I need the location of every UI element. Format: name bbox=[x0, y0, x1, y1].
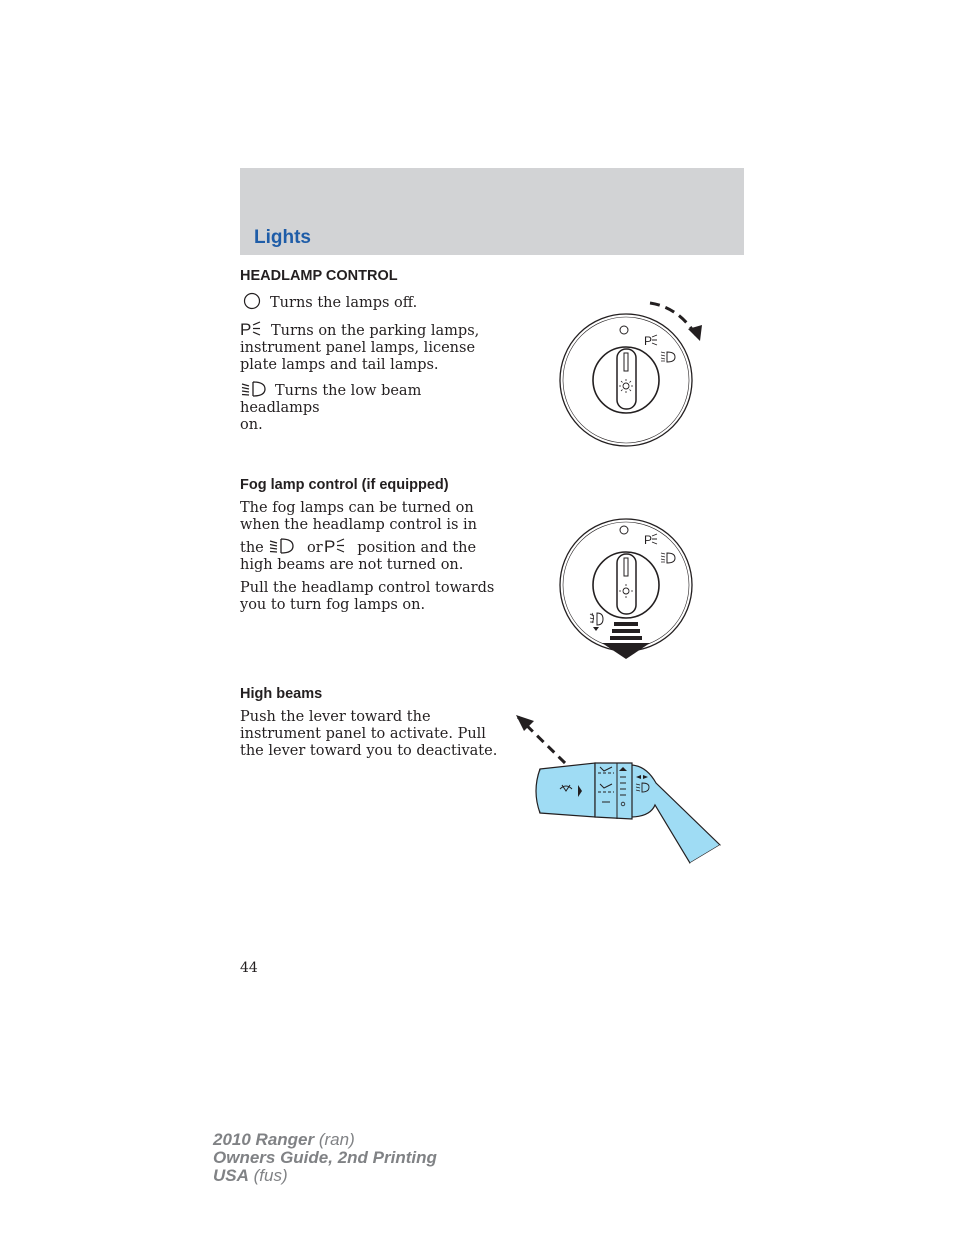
low-beam-headlamp-icon bbox=[268, 537, 296, 555]
parking-lamp-icon bbox=[240, 320, 264, 338]
low-beam-headlamp-icon bbox=[240, 380, 268, 398]
headlamp-body bbox=[240, 292, 500, 434]
footer-market: USA bbox=[213, 1166, 249, 1185]
high-beams-line2: instrument panel to activate. Pull bbox=[240, 726, 486, 742]
page-title: Lights bbox=[254, 227, 311, 248]
high-beams-line3: the lever toward you to deactivate. bbox=[240, 743, 498, 759]
fog-line3-c: position and the bbox=[357, 540, 477, 556]
svg-text:P: P bbox=[644, 533, 653, 547]
footer-model: 2010 Ranger bbox=[213, 1130, 315, 1149]
fog-body bbox=[240, 500, 500, 614]
parking-line2: instrument panel lamps, license bbox=[240, 340, 476, 356]
footer-market-code: (fus) bbox=[248, 1166, 288, 1185]
headlamp-dial-figure bbox=[550, 295, 710, 455]
footer bbox=[213, 1131, 437, 1185]
page-number: 44 bbox=[240, 960, 258, 976]
svg-text:P: P bbox=[240, 320, 252, 338]
lever-figure bbox=[510, 705, 730, 875]
fog-line3-a: the bbox=[240, 540, 264, 556]
high-beams-body bbox=[240, 709, 500, 760]
parking-line3: plate lamps and tail lamps. bbox=[240, 357, 439, 373]
fog-heading: Fog lamp control (if equipped) bbox=[240, 477, 449, 493]
svg-text:P: P bbox=[323, 537, 335, 555]
parking-line1: Turns on the parking lamps, bbox=[271, 323, 480, 339]
fog-line1: The fog lamps can be turned on bbox=[240, 500, 474, 516]
lowbeam-line2: on. bbox=[240, 417, 263, 433]
off-circle-icon bbox=[242, 292, 262, 310]
parking-lamp-icon bbox=[323, 537, 347, 555]
fog-para2-line1: Pull the headlamp control towards bbox=[240, 580, 495, 596]
high-beams-heading: High beams bbox=[240, 686, 323, 702]
high-beams-line1: Push the lever toward the bbox=[240, 709, 431, 725]
footer-guide: Owners Guide, 2nd Printing bbox=[213, 1148, 437, 1167]
fog-line4: high beams are not turned on. bbox=[240, 557, 464, 573]
fog-line2: when the headlamp control is in bbox=[240, 517, 477, 533]
off-text: Turns the lamps off. bbox=[270, 295, 418, 311]
lowbeam-line1: Turns the low beam headlamps bbox=[240, 383, 422, 416]
header-band bbox=[240, 168, 744, 255]
footer-model-code: (ran) bbox=[314, 1130, 355, 1149]
svg-text:P: P bbox=[644, 334, 653, 348]
fog-line3-b: or bbox=[306, 540, 323, 556]
fog-para2-line2: you to turn fog lamps on. bbox=[240, 597, 426, 613]
fog-dial-figure bbox=[550, 510, 710, 665]
headlamp-heading: HEADLAMP CONTROL bbox=[240, 268, 398, 284]
